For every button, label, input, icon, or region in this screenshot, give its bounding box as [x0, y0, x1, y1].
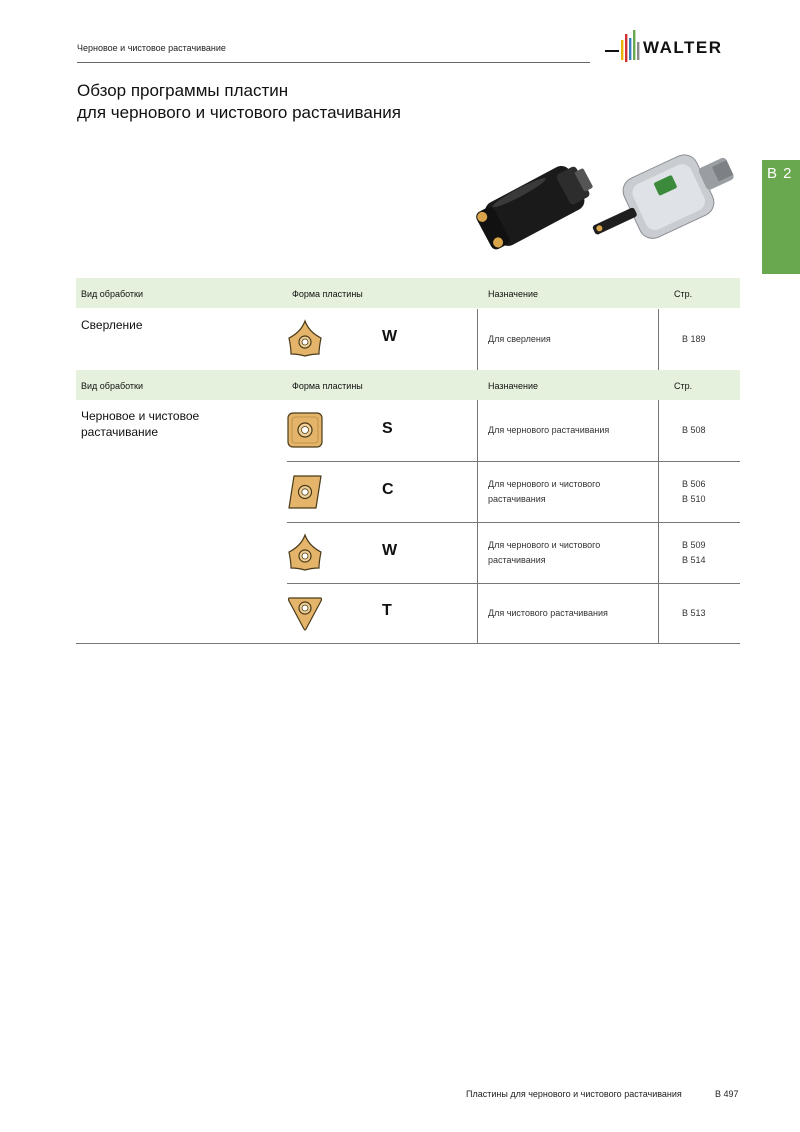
purpose-line: растачивания: [488, 494, 546, 504]
page-title: [77, 80, 401, 124]
purpose-line: Для чернового и чистового: [488, 479, 601, 489]
col-header-shape: Форма пластины: [292, 381, 363, 391]
insert-shape-letter: C: [382, 481, 394, 498]
col-header-shape: Форма пластины: [292, 289, 363, 299]
col-header-page: Стр.: [674, 289, 693, 299]
trigon-insert-icon: [285, 318, 325, 358]
column-divider: [477, 309, 478, 370]
title-line-2: для чернового и чистового растачивания: [77, 103, 401, 122]
logo-wordmark: WALTER: [643, 38, 723, 57]
page-ref: B 509: [682, 540, 706, 550]
triangle-insert-icon: [285, 593, 325, 633]
page-ref: B 510: [682, 494, 706, 504]
row-pages: [682, 423, 706, 438]
boring-head-photo: [468, 148, 598, 258]
col-header-operation: Вид обработки: [81, 381, 144, 391]
row-purpose: [488, 606, 608, 621]
page-ref: B 508: [682, 425, 706, 435]
chapter-tab: [762, 160, 800, 274]
page-ref: B 513: [682, 608, 706, 618]
table-header-row: [76, 370, 740, 400]
insert-shape-letter: W: [382, 328, 398, 345]
col-header-operation: Вид обработки: [81, 289, 144, 299]
row-pages: [682, 538, 706, 568]
rhombic-insert-icon: [285, 472, 325, 512]
row-divider: [287, 583, 740, 584]
purpose-line: растачивания: [488, 555, 546, 565]
row-pages: [682, 477, 706, 507]
trigon-insert-icon: [285, 532, 325, 572]
precision-boring-head-photo: [590, 146, 740, 256]
purpose-line: Для сверления: [488, 334, 551, 344]
row-pages: [682, 332, 706, 347]
row-purpose: [488, 423, 609, 438]
chapter-tab-label: B 2: [767, 165, 793, 182]
header-rule: [77, 62, 590, 63]
col-header-purpose: Назначение: [488, 289, 539, 299]
insert-shape-letter: W: [382, 542, 398, 559]
page-ref: B 514: [682, 555, 706, 565]
logo-bars-icon: [605, 30, 641, 64]
title-line-1: Обзор программы пластин: [77, 81, 289, 100]
column-divider: [658, 309, 659, 370]
section-label-drilling: [81, 317, 143, 333]
row-divider: [287, 522, 740, 523]
purpose-line: Для чернового и чистового: [488, 540, 601, 550]
purpose-line: Для чернового растачивания: [488, 425, 610, 435]
col-header-page: Стр.: [674, 381, 693, 391]
page-ref: B 506: [682, 479, 706, 489]
row-pages: [682, 606, 706, 621]
square-insert-icon: [285, 410, 325, 450]
table-header-row: [76, 278, 740, 308]
insert-shape-letter: T: [382, 602, 392, 619]
row-divider: [287, 461, 740, 462]
section-label-line: Черновое и чистовое: [81, 409, 200, 423]
column-divider: [477, 400, 478, 644]
walter-logo: [605, 30, 745, 64]
column-divider: [658, 400, 659, 644]
col-header-purpose: Назначение: [488, 381, 539, 391]
section-label-line: растачивание: [81, 425, 158, 439]
row-purpose: [488, 332, 551, 347]
section-label-boring: [81, 408, 199, 440]
page-number: B 497: [715, 1089, 739, 1099]
running-footer: Пластины для чернового и чистового растачивания: [466, 1089, 682, 1099]
section-label-line: Сверление: [81, 318, 143, 332]
insert-shape-letter: S: [382, 420, 393, 437]
table-bottom-rule: [76, 643, 740, 644]
row-purpose: [488, 538, 600, 568]
row-purpose: [488, 477, 600, 507]
running-header: Черновое и чистовое растачивание: [77, 43, 226, 53]
page-ref: B 189: [682, 334, 706, 344]
purpose-line: Для чистового растачивания: [488, 608, 608, 618]
